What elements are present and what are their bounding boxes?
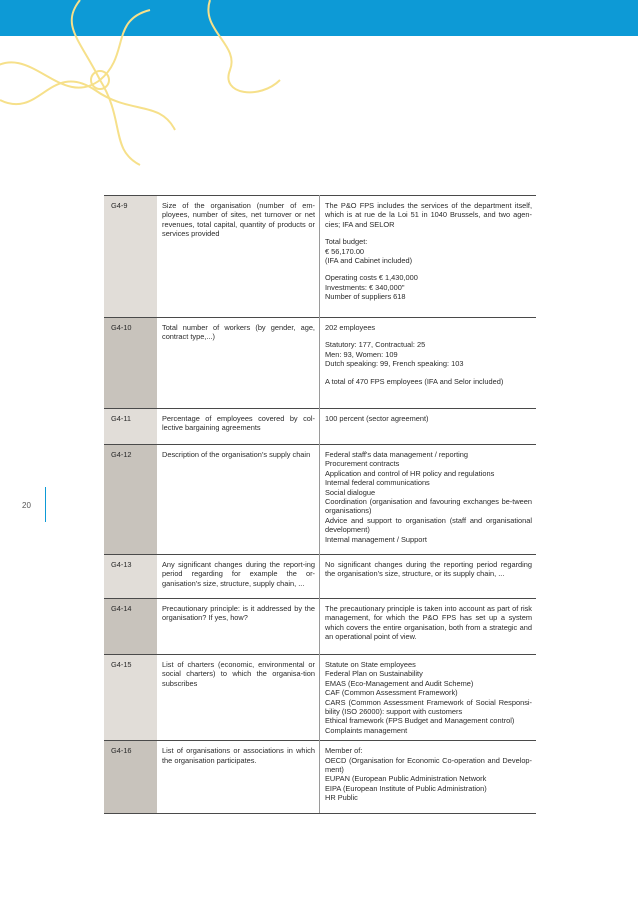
decorative-flower-pattern [0, 0, 300, 170]
table-row [104, 655, 536, 741]
indicator-description: List of charters (economic, environmental or social charters) to which the organisa-tion subscribes [157, 655, 320, 741]
answer-line: Member of: [325, 746, 363, 756]
table-row [104, 555, 536, 599]
indicator-code: G4-16 [104, 741, 157, 814]
indicator-code: G4-14 [104, 599, 157, 655]
answer-line: A total of 470 FPS employees (IFA and Selor included) [325, 376, 504, 386]
table-row [104, 741, 536, 814]
answer-line: € 56,170.00 [325, 246, 365, 256]
answer-line: Operating costs € 1,430,000 [325, 273, 418, 283]
answer-line: Internal federal communications [325, 478, 430, 488]
answer-line: Federal staff's data management / reporting [325, 450, 469, 459]
answer-line: Statutory: 177, Contractual: 25 [325, 340, 426, 350]
answer-line: Coordination (organisation and favouring exchanges be-tween organisations) [325, 497, 532, 516]
answer-line: EUPAN (European Public Administration Network [325, 774, 487, 784]
indicator-description: Percentage of employees covered by col-lective bargaining agreements [157, 409, 320, 445]
answer-line: Procurement contracts [325, 459, 400, 469]
indicator-code: G4-13 [104, 555, 157, 599]
indicator-description: Total number of workers (by gender, age, contract type,...) [157, 318, 320, 409]
page-number-rule [45, 487, 46, 522]
answer-line: EIPA (European Institute of Public Administration) [325, 783, 487, 793]
indicator-description: List of organisations or associations in which the organisation participates. [157, 741, 320, 814]
answer-line: Investments: € 340,000" [325, 282, 405, 292]
answer-line: Ethical framework (FPS Budget and Management control) [325, 716, 515, 726]
answer-line: HR Public [325, 793, 358, 803]
answer-line: No significant changes during the reporting period regarding the organisation’s size, structure, or its supply chain, ... [325, 560, 532, 579]
indicator-answer [320, 196, 537, 318]
indicator-code: G4-9 [104, 196, 157, 318]
answer-line: Advice and support to organisation (staff and organisational development) [325, 515, 532, 535]
indicator-description: Size of the organisation (number of em-ployees, number of sites, net turnover or net revenues, total capital, quantity of products or services provided [157, 196, 320, 318]
answer-line: CARS (Common Assessment Framework of Social Responsi-bility (ISO 26000): support with customers [325, 697, 532, 717]
answer-line: OECD (Organisation for Economic Co-operation and Develop-ment) [325, 755, 532, 775]
gri-indicator-table [104, 195, 536, 814]
answer-line: Total budget: [325, 237, 368, 247]
answer-line: 202 employees [325, 323, 376, 332]
indicator-code: G4-10 [104, 318, 157, 409]
indicator-answer [320, 445, 537, 555]
indicator-answer [320, 655, 537, 741]
answer-line: Internal management / Support [325, 534, 427, 544]
table-row [104, 196, 536, 318]
answer-line: 100 percent (sector agreement) [325, 414, 429, 423]
indicator-description: Description of the organisation’s supply chain [157, 445, 320, 555]
indicator-description: Precautionary principle: is it addressed by the organisation? If yes, how? [157, 599, 320, 655]
indicator-answer [320, 599, 537, 655]
indicator-answer [320, 741, 537, 814]
answer-line: (IFA and Cabinet included) [325, 256, 413, 266]
answer-line: The precautionary principle is taken into account as part of risk management, for which the P&O FPS has set up a system which covers the entire organisation, both from a strategic and an operational point of view. [325, 604, 532, 642]
answer-line: Complaints management [325, 725, 408, 735]
table-row [104, 445, 536, 555]
table-row [104, 318, 536, 409]
answer-line: Application and control of HR policy and regulations [325, 468, 495, 478]
page-number: 20 [22, 501, 31, 510]
answer-line: Social dialogue [325, 487, 376, 497]
answer-line: Statute on State employees [325, 660, 416, 669]
answer-line: Number of suppliers 618 [325, 292, 406, 302]
indicator-code: G4-15 [104, 655, 157, 741]
table-row [104, 409, 536, 445]
indicator-answer [320, 318, 537, 409]
indicator-description: Any significant changes during the report-ing period regarding for example the or-ganisation’s size, structure, supply chain, ... [157, 555, 320, 599]
indicator-code: G4-11 [104, 409, 157, 445]
answer-line: CAF (Common Assessment Framework) [325, 688, 458, 698]
indicator-answer [320, 409, 537, 445]
indicator-code: G4-12 [104, 445, 157, 555]
answer-line: Federal Plan on Sustainability [325, 669, 423, 679]
answer-line: Dutch speaking: 99, French speaking: 103 [325, 359, 464, 369]
answer-line: The P&O FPS includes the services of the department itself, which is at rue de la Loi 51 in 1040 Brussels, and two agen-cies; IFA and SELOR [325, 201, 532, 229]
table-row [104, 599, 536, 655]
indicator-answer [320, 555, 537, 599]
answer-line: Men: 93, Women: 109 [325, 349, 398, 359]
answer-line: EMAS (Eco-Management and Audit Scheme) [325, 678, 474, 688]
